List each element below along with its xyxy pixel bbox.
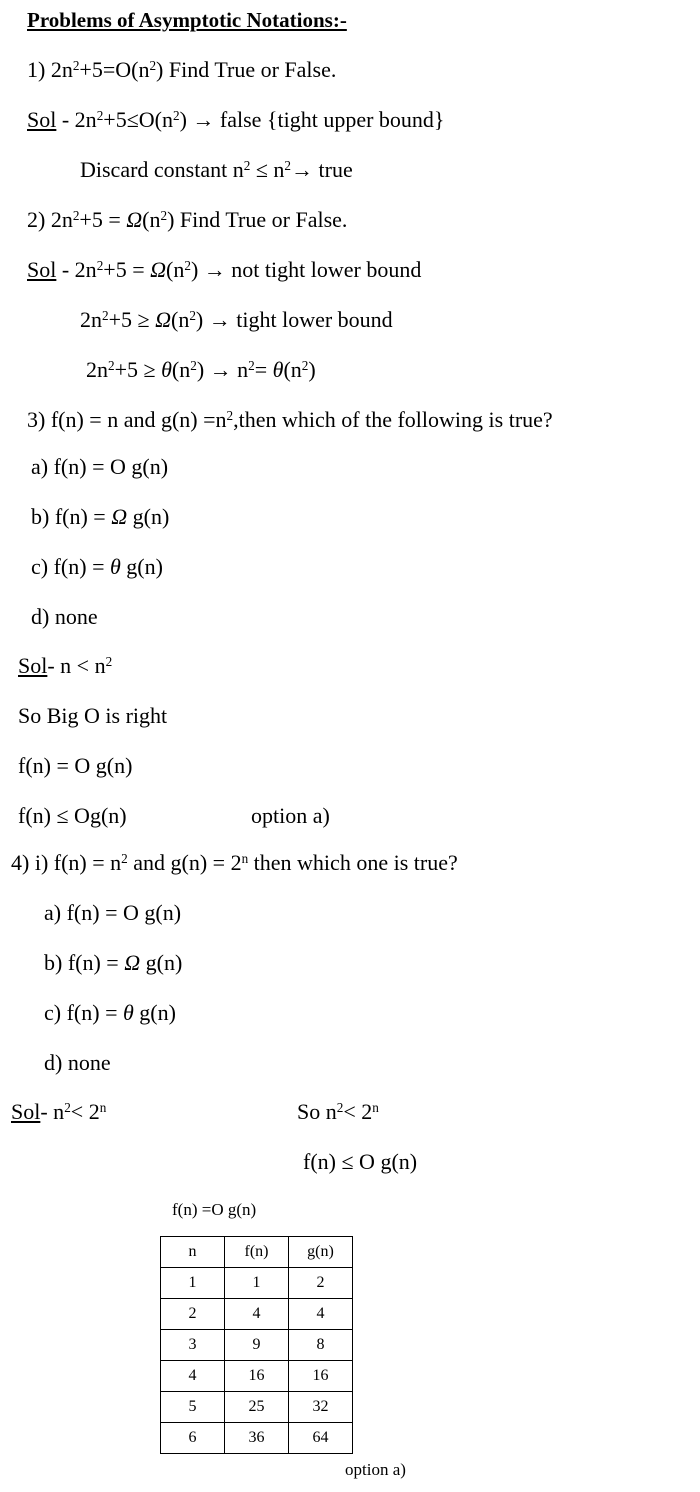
- table-header-gn: g(n): [289, 1237, 353, 1268]
- table-cell: 4: [289, 1299, 353, 1330]
- table-cell: 16: [225, 1361, 289, 1392]
- problem-3-line-2: So Big O is right: [18, 703, 168, 728]
- problem-4-bound: f(n) ≤ O g(n): [303, 1149, 418, 1174]
- table-cell: 4: [225, 1299, 289, 1330]
- table-cell: 32: [289, 1392, 353, 1423]
- problem-3-option-b: b) f(n) = Ω g(n): [31, 504, 170, 529]
- problem-4-solution: Sol- $n^2< 2^n$: [11, 1099, 107, 1124]
- table-row: [161, 1361, 353, 1392]
- table-row: [161, 1423, 353, 1454]
- table-row: [161, 1268, 353, 1299]
- table-cell: 16: [289, 1361, 353, 1392]
- problem-1-discard-line: Discard constant $n^2 \le n^2\to$ true: [80, 157, 353, 182]
- table-cell: 1: [225, 1268, 289, 1299]
- problem-4-option-d: d) none: [44, 1050, 111, 1075]
- problem-4-so-line: So $n^2< 2^n$: [297, 1099, 379, 1124]
- problem-4-option-c: c) f(n) = θ g(n): [44, 1000, 176, 1025]
- table-cell: 3: [161, 1330, 225, 1361]
- problem-4-answer: option a): [345, 1460, 406, 1479]
- table-cell: 1: [161, 1268, 225, 1299]
- table-cell: 8: [289, 1330, 353, 1361]
- problem-2-line-3: $2n^2+5 \ge \theta(n^2) \to n^2= \theta(n^2)$: [86, 357, 316, 382]
- table-cell: 6: [161, 1423, 225, 1454]
- problem-3-option-a: a) f(n) = O g(n): [31, 454, 169, 479]
- problem-1-question: 1) $2n^2+5=O(n^2)$ Find True or False.: [27, 57, 337, 82]
- problem-2-question: 2) $2n^2+5 = \Omega(n^2)$ Find True or False.: [27, 207, 348, 232]
- table-row: [161, 1299, 353, 1330]
- problem-4-option-a: a) f(n) = O g(n): [44, 900, 182, 925]
- problem-3-option-d: d) none: [31, 604, 98, 629]
- problem-3-line-4: f(n) ≤ Og(n): [18, 803, 127, 828]
- table-header-fn: f(n): [225, 1237, 289, 1268]
- problem-1-solution: Sol - $2n^2+5\le O(n^2)$ → false {tight upper bound}: [27, 107, 445, 132]
- page-title: Problems of Asymptotic Notations:-: [27, 8, 347, 32]
- problem-2-solution: Sol - $2n^2+5 = \Omega(n^2)$ → not tight lower bound: [27, 257, 422, 282]
- table-caption: f(n) =O g(n): [172, 1200, 257, 1219]
- table-cell: 64: [289, 1423, 353, 1454]
- table-cell: 2: [161, 1299, 225, 1330]
- table-header-n: n: [161, 1237, 225, 1268]
- problem-3-answer: option a): [251, 803, 330, 828]
- problem-3-line-3: f(n) = O g(n): [18, 753, 133, 778]
- problem-4-option-b: b) f(n) = Ω g(n): [44, 950, 183, 975]
- problem-3-option-c: c) f(n) = θ g(n): [31, 554, 163, 579]
- values-table: [160, 1236, 353, 1454]
- table-cell: 9: [225, 1330, 289, 1361]
- table-cell: 5: [161, 1392, 225, 1423]
- problem-4-question: 4) i) $f(n) = n^2$ and $g(n) = 2^n$ then which one is true?: [11, 850, 458, 875]
- table-cell: 4: [161, 1361, 225, 1392]
- table-cell: 25: [225, 1392, 289, 1423]
- table-row: [161, 1392, 353, 1423]
- table-cell: 2: [289, 1268, 353, 1299]
- table-header-row: [161, 1237, 353, 1268]
- table-row: [161, 1330, 353, 1361]
- problem-2-line-2: $2n^2+5 \ge \Omega(n^2)$ → tight lower bound: [80, 307, 393, 332]
- problem-3-question: 3) f(n) = n and $g(n) =n^2,then$ which of the following is true?: [27, 407, 553, 432]
- table-cell: 36: [225, 1423, 289, 1454]
- problem-3-solution: Sol- $n < n^2$: [18, 653, 113, 678]
